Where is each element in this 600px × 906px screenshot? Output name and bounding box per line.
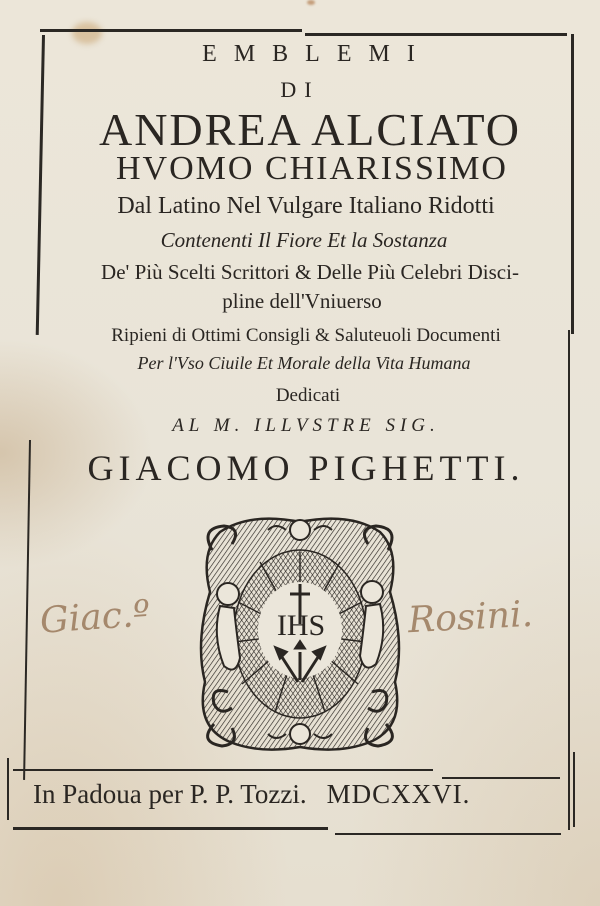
- border-rule-top: [40, 29, 302, 32]
- dedicatee-name: GIACOMO PIGHETTI.: [87, 448, 525, 488]
- ihs-monogram: IHS: [276, 609, 326, 642]
- border-rule-right: [573, 752, 575, 827]
- subtitle-line: De' Più Scelti Scrittori & Delle Più Celebri Disci-: [101, 260, 519, 284]
- author-name: ANDREA ALCIATO: [98, 104, 521, 155]
- subtitle-line: Ripieni di Ottimi Consigli & Saluteuoli Documenti: [111, 325, 501, 346]
- dedication-to: AL M. ILLVSTRE SIG.: [172, 415, 440, 436]
- subtitle-line: Per l'Vso Ciuile Et Morale della Vita Humana: [137, 353, 471, 373]
- imprint: [0, 779, 573, 810]
- imprint-rule-top: [13, 769, 433, 771]
- imprint-rule-bottom: [13, 827, 328, 830]
- imprint-rule-bottom: [335, 833, 561, 835]
- imprint-year: MDCXXVI.: [326, 779, 471, 809]
- paper-stain: [307, 0, 315, 5]
- subtitle-line: Dal Latino Nel Vulgare Italiano Ridotti: [117, 193, 495, 219]
- subtitle-line: pline dell'Vniuerso: [222, 289, 382, 313]
- imprint-place-printer: In Padoua per P. P. Tozzi.: [33, 779, 307, 809]
- border-rule-top: [305, 33, 567, 36]
- border-rule-left: [23, 440, 31, 780]
- ihs-jesuit-emblem-icon: [190, 512, 410, 754]
- subtitle-line: Contenenti Il Fiore Et la Sostanza: [160, 228, 448, 252]
- handwritten-signature-last: Rosini.: [407, 593, 534, 642]
- title-emblemi: EMBLEMI: [202, 41, 432, 67]
- author-epithet: HVOMO CHIARISSIMO: [116, 150, 508, 187]
- handwritten-signature-first: Giac.º: [38, 593, 152, 642]
- title-di: DI: [280, 77, 320, 102]
- dedication-label: Dedicati: [275, 385, 341, 406]
